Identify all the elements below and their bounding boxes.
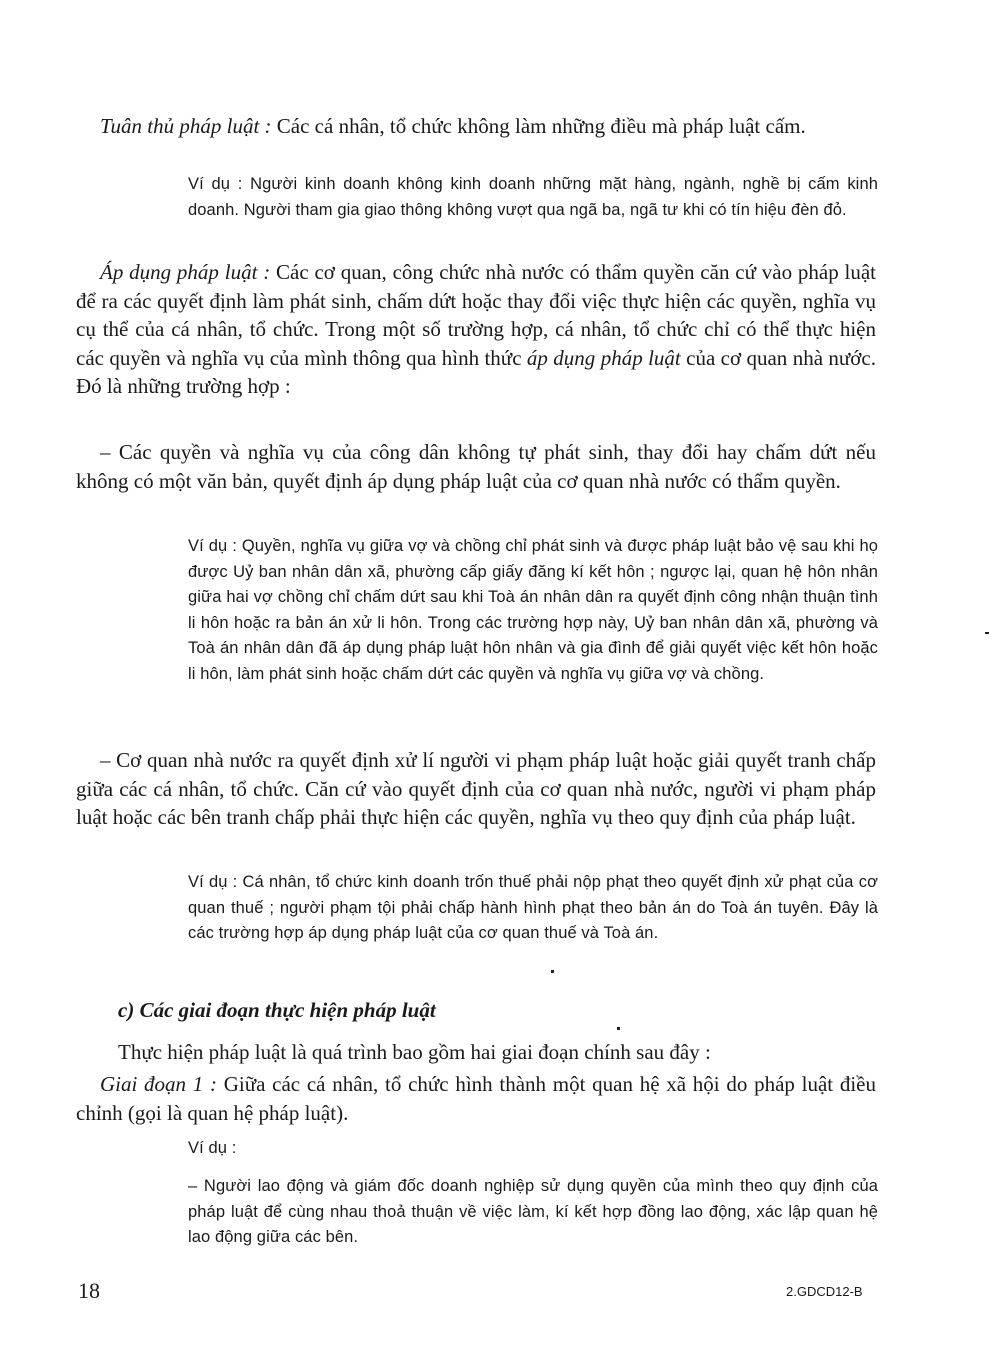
example-labor: – Người lao động và giám đốc doanh nghiệp sử dụng quyền của mình theo quy định của pháp luật để cùng nhau thoả thuận về việc làm, kí kết hợp đồng lao động, xác lập quan hệ lao động giữa các bên. — [188, 1177, 878, 1246]
example-compliance: Ví dụ : Người kinh doanh không kinh doanh những mặt hàng, ngành, nghề bị cấm kinh doanh. Người tham gia giao thông không vượt qua ngã ba, ngã tư khi có tín hiệu đèn đỏ. — [188, 175, 878, 219]
example-tax: Ví dụ : Cá nhân, tổ chức kinh doanh trốn thuế phải nộp phạt theo quyết định xử phạt của cơ quan thuế ; người phạm tội phải chấp hành hình phạt theo bản án do Toà án tuyên. Đây là các trường hợp áp dụng pháp luật của cơ quan thuế và Toà án. — [188, 873, 878, 942]
paragraph-stage-one-text: Giữa các cá nhân, tổ chức hình thành một quan hệ xã hội do pháp luật điều chỉnh (gọi là quan hệ pháp luật). — [76, 1072, 876, 1125]
paragraph-compliance — [76, 112, 876, 141]
paragraph-application — [76, 258, 876, 401]
paragraph-application-text-a: Các cơ quan, công chức nhà nước có thẩm quyền căn cứ vào pháp luật để ra các quyết định làm phát sinh, chấm dứt hoặc thay đổi việc thực hiện các quyền, nghĩa vụ cụ thể của cá nhân, tổ chức. Trong một số trường hợp, cá nhân, tổ chức chỉ có thể thực hiện các quyền và nghĩa vụ của mình thông qua hình thức — [76, 260, 876, 370]
term-application-inline: áp dụng pháp luật — [526, 345, 681, 370]
paragraph-case-two: – Cơ quan nhà nước ra quyết định xử lí người vi phạm pháp luật hoặc giải quyết tranh chấp giữa các cá nhân, tổ chức. Căn cứ vào quyết định của cơ quan nhà nước, người vi phạm pháp luật hoặc các bên tranh chấp phải thực hiện các quyền, nghĩa vụ theo quy định của pháp luật. — [76, 748, 876, 829]
example-marriage: Ví dụ : Quyền, nghĩa vụ giữa vợ và chồng chỉ phát sinh và được pháp luật bảo vệ sau khi họ được Uỷ ban nhân dân xã, phường cấp giấy đăng kí kết hôn ; ngược lại, quan hệ hôn nhân giữa hai vợ chồng chỉ chấm dứt sau khi Toà án nhân dân ra quyết định công nhận thuận tình li hôn hoặc ra bản án xử li hôn. Trong các trường hợp này, Uỷ ban nhân dân xã, phường và Toà án nhân dân đã áp dụng pháp luật hôn nhân và gia đình để giải quyết việc kết hôn hoặc li hôn, làm phát sinh hoặc chấm dứt các quyền và nghĩa vụ giữa vợ và chồng. — [188, 537, 878, 683]
term-application: Áp dụng pháp luật : — [100, 260, 271, 284]
term-compliance: Tuân thủ pháp luật : — [100, 114, 272, 138]
paragraph-stage-one — [76, 1070, 876, 1127]
example-label: Ví dụ : — [188, 1139, 237, 1157]
book-code: 2.GDCD12-B — [786, 1284, 863, 1299]
paragraph-application-text-b: của cơ quan nhà nước. Đó là những trường hợp : — [76, 345, 876, 398]
term-stage-one: Giai đoạn 1 : — [100, 1072, 218, 1096]
page-number: 18 — [78, 1278, 100, 1303]
paragraph-compliance-text: Các cá nhân, tổ chức không làm những điều mà pháp luật cấm. — [271, 114, 806, 138]
paragraph-stages-intro: Thực hiện pháp luật là quá trình bao gồm hai giai đoạn chính sau đây : — [118, 1040, 711, 1064]
section-heading: c) Các giai đoạn thực hiện pháp luật — [118, 998, 436, 1022]
paragraph-case-one: – Các quyền và nghĩa vụ của công dân không tự phát sinh, thay đổi hay chấm dứt nếu không có một văn bản, quyết định áp dụng pháp luật của cơ quan nhà nước có thẩm quyền. — [76, 440, 876, 493]
scan-speck — [985, 632, 989, 634]
scan-speck — [551, 970, 554, 973]
scan-speck — [617, 1027, 620, 1030]
